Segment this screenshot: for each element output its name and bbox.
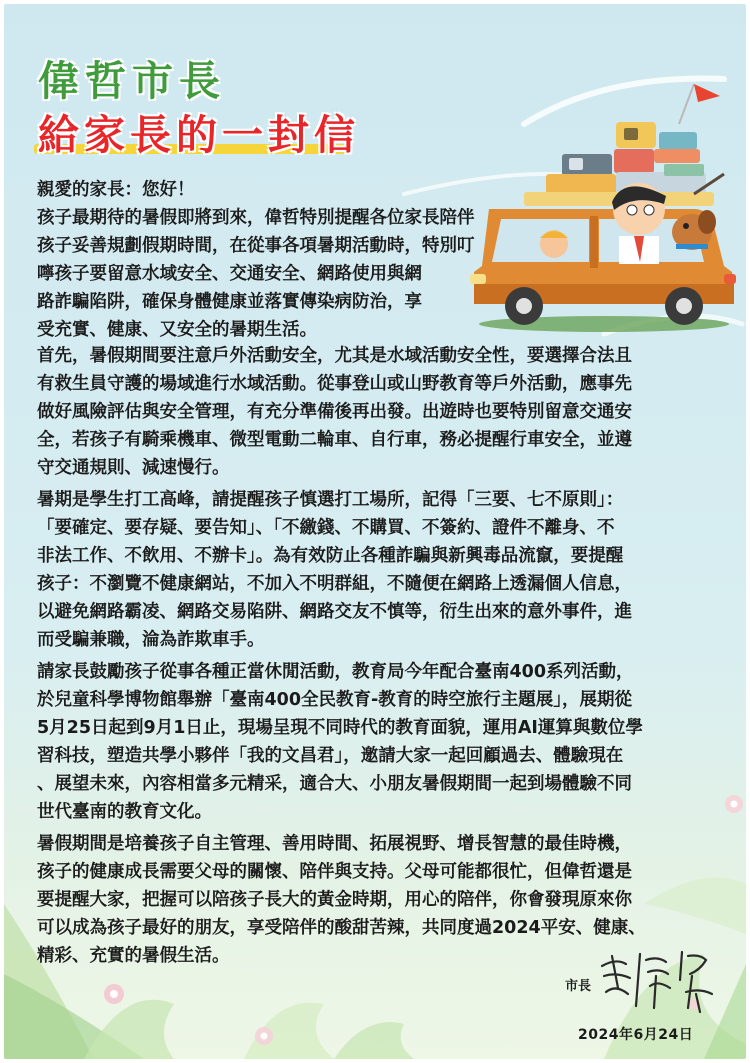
- p2-line: 守交通規則、減速慢行。: [37, 458, 230, 478]
- p1-line: 嚀孩子要留意水域安全、交通安全、網路使用與網: [37, 264, 422, 284]
- paragraph-outdoor-safety: [37, 342, 727, 482]
- signature-label: 市長: [565, 979, 592, 994]
- p3-line: 以避免網路霸凌、網路交易陷阱、網路交友不慎等，衍生出來的意外事件，進: [37, 602, 632, 622]
- p4-line: 世代臺南的教育文化。: [37, 802, 212, 822]
- p1-line: 受充實、健康、又安全的暑期生活。: [37, 320, 317, 340]
- p5-line: 精彩、充實的暑假生活。: [37, 946, 230, 966]
- p2-line: 首先，暑假期間要注意戶外活動安全，尤其是水域活動安全性，要選擇合法且: [37, 346, 632, 366]
- p3-line: 暑期是學生打工高峰，請提醒孩子慎選打工場所，記得「三要、七不原則」：: [37, 490, 624, 510]
- p2-line: 全，若孩子有騎乘機車、微型電動二輪車、自行車，務必提醒行車安全，並遵: [37, 430, 632, 450]
- p1-line: 孩子妥善規劃假期時間，在從事各項暑期活動時，特別叮: [37, 236, 475, 256]
- p5-line: 暑假期間是培養孩子自主管理、善用時間、拓展視野、增長智慧的最佳時機，: [37, 834, 632, 854]
- letter-page: [4, 4, 746, 1059]
- p3-line: 孩子：不瀏覽不健康網站，不加入不明群組，不隨便在網路上透漏個人信息，: [37, 574, 632, 594]
- handwritten-signature: [596, 946, 726, 1016]
- p2-line: 做好風險評估與安全管理，有充分準備後再出發。出遊時也要特別留意交通安: [37, 402, 632, 422]
- p1-line: 孩子最期待的暑假即將到來，偉哲特別提醒各位家長陪伴: [37, 208, 475, 228]
- p1-line: 路詐騙陷阱，確保身體健康並落實傳染病防治，享: [37, 292, 422, 312]
- greeting: 親愛的家長：您好！: [37, 180, 195, 200]
- paragraph-exhibition: [37, 658, 727, 826]
- p5-line: 可以成為孩子最好的朋友，享受陪伴的酸甜苦辣，共同度過2024平安、健康、: [37, 918, 646, 938]
- p4-line: 、展望未來，內容相當多元精采，適合大、小朋友暑假期間一起到場體驗不同: [37, 774, 632, 794]
- p3-line: 而受騙兼職，淪為詐欺車手。: [37, 630, 265, 650]
- title-mayor: 偉哲市長: [38, 57, 226, 105]
- p3-line: 「要確定、要存疑、要告知」、「不繳錢、不購買、不簽約、證件不離身、不: [37, 518, 615, 538]
- p4-line: 請家長鼓勵孩子從事各種正當休閒活動，教育局今年配合臺南400系列活動，: [37, 662, 634, 682]
- title-letter-to-parents: 給家長的一封信: [38, 111, 360, 159]
- p4-line: 5月25日起到9月1日止，現場呈現不同時代的教育面貌，運用AI運算與數位學: [37, 718, 643, 738]
- p5-line: 要提醒大家，把握可以陪孩子長大的黃金時期，用心的陪伴，你會發現原來你: [37, 890, 632, 910]
- p2-line: 有救生員守護的場域進行水域活動。從事登山或山野教育等戶外活動，應事先: [37, 374, 632, 394]
- p4-line: 於兒童科學博物館舉辦「臺南400全民教育-教育的時空旅行主題展」，展期從: [37, 690, 633, 710]
- signature-date: 2024年6月24日: [578, 1027, 694, 1043]
- p4-line: 習科技，塑造共學小夥伴「我的文昌君」，邀請大家一起回顧過去、體驗現在: [37, 746, 624, 766]
- p3-line: 非法工作、不飲用、不辦卡」。為有效防止各種詐騙與新興毒品流竄，要提醒: [37, 546, 624, 566]
- paragraph-part-time-work: [37, 486, 727, 654]
- letter-intro: [37, 176, 727, 344]
- p5-line: 孩子的健康成長需要父母的關懷、陪伴與支持。父母可能都很忙，但偉哲還是: [37, 862, 632, 882]
